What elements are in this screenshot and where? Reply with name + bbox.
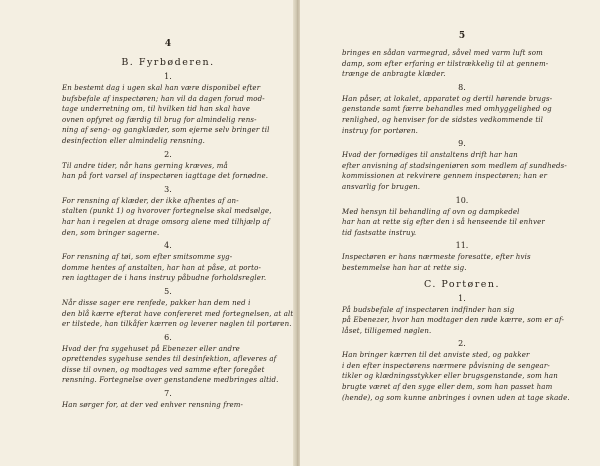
text-line: instruy for portøren. (342, 126, 419, 135)
text-line: genstande samt færre behandles med omhyggelighed og (342, 105, 552, 114)
text-line: disse til ovnen, og modtages ved samme efter foregået (62, 365, 265, 374)
paragraph (62, 83, 274, 147)
paragraph-number: 9. (458, 139, 466, 149)
paragraph (342, 305, 582, 337)
left-page-items (62, 71, 294, 411)
paragraph-number: 1. (164, 72, 172, 81)
text-line: Hvad der fra sygehuset på Ebenezer eller andre (62, 344, 240, 353)
text-line: bestemmelse han har at rette sig. (342, 263, 467, 272)
text-line: ren iagttager de i hans instruy påbudne forholdsregler. (62, 274, 267, 283)
text-line: For rensning af klæder, der ikke afhentes af an- (62, 196, 239, 205)
continued-paragraph (342, 48, 582, 80)
text-line: i den efter inspectørens nærmere påvisning de sengear- (342, 361, 550, 370)
text-line: tid fastsatte instruy. (342, 228, 417, 237)
text-line: domme hentes af anstalten, har han at påse, at porto- (62, 263, 261, 272)
paragraph (62, 344, 279, 386)
paragraph-number: 1. (458, 293, 466, 303)
text-line: stalten (punkt 1) og hvorover fortegnelse skal medsølge, (62, 207, 272, 216)
paragraph (62, 298, 294, 330)
paragraph-number: 11. (455, 241, 469, 251)
text-line: trænge de anbragte klæder. (342, 70, 446, 79)
text-line: har han i regelen at drage omsorg alene med tilhjælp af (62, 217, 270, 226)
text-line: er tilstede, han tilkåfer kærren og leverer nøglen til portøren. (62, 320, 292, 329)
paragraph (62, 161, 274, 182)
paragraph (342, 150, 582, 192)
text-line: På budsbefale af inspectøren indfinder han sig (342, 305, 515, 314)
text-line: bufsbefale af inspectøren; han vil da dagen forud mod- (62, 94, 265, 103)
text-line: kommissionen at rekvirere gennem inspectøren; han er (342, 172, 548, 181)
text-line: oprettendes sygehuse sendes til desinfektion, afleveres af (62, 355, 277, 364)
text-line: den, som bringer sagerne. (62, 228, 160, 237)
paragraph-number: 4. (164, 241, 172, 251)
text-line: tikler og klædningsstykker eller brugsgenstande, som han (342, 372, 558, 381)
text-line: renlighed, og henviser for de sidstes vedkommende til (342, 115, 544, 124)
text-line: efter anvisning af stadsingeniøren som medlem af sundheds- (342, 161, 567, 170)
section-title: C. Portøren. (423, 278, 501, 290)
text-line: En bestemt dag i ugen skal han være disponibel efter (62, 84, 261, 92)
paragraph-number: 5. (164, 286, 172, 296)
text-line: Han bringer kærren til det anviste sted, og pakker (342, 351, 530, 360)
paragraph-number: 3. (164, 184, 172, 194)
paragraph (342, 252, 582, 273)
page-number: 5 (458, 31, 466, 41)
paragraph (62, 400, 274, 411)
paragraph (62, 252, 274, 284)
text-line: han på fort varsel af inspectøren iagttage det fornødne. (62, 172, 269, 181)
text-line: tage underretning om, til hvilken tid han skal have (62, 105, 251, 114)
paragraph (342, 207, 582, 239)
right-page-items-before (342, 82, 582, 274)
text-line: For rensning af tøi, som efter smitsomme syg- (62, 253, 233, 262)
text-line: (hende), og som kunne anbringes i ovnen uden at tage skade. (342, 393, 570, 402)
right-page (300, 0, 600, 466)
text-line: låset, tilligemed nøglen. (342, 326, 432, 335)
left-page (0, 0, 294, 466)
text-line: Med hensyn til behandling af ovn og dampkedel (342, 207, 520, 216)
text-line: Hvad der fornødiges til anstaltens drift har han (342, 151, 518, 160)
text-line: ansvarlig for brugen. (342, 182, 421, 191)
text-line: rensning. Fortegnelse over genstandene medbringes altid. (62, 376, 279, 385)
text-line: på Ebenezer, hvor han modtager den røde kærre, som er af- (342, 316, 564, 325)
text-line: Inspectøren er hans nærmeste foresatte, efter hvis (342, 253, 531, 262)
text-line: har han at rette sig efter den i så henseende til enhver (342, 218, 545, 227)
text-line: damp, som efter erfaring er tilstrækkelig til at gennem- (342, 59, 549, 68)
text-line: ovnen opfyret og færdig til brug for almindelig rens- (62, 115, 257, 124)
text-line: den blå kærre efterat have confereret med fortegnelsen, at alt (62, 309, 294, 318)
paragraph-number: 2. (458, 339, 466, 349)
paragraph-number: 8. (458, 82, 466, 92)
paragraph (342, 94, 582, 136)
section-title: B. Fyrbøderen. (121, 57, 215, 68)
text-line: Han påser, at lokalet, apparatet og dertil hørende brugs- (342, 94, 553, 103)
text-line: brugte været af den syge eller dem, som han passet ham (342, 383, 553, 392)
text-line: Til andre tider, når hans gerning kræves, må (62, 161, 228, 170)
paragraph (342, 350, 582, 403)
paragraph-number: 6. (164, 332, 172, 342)
text-line: Når disse sager ere renfede, pakker han dem ned i (62, 298, 251, 307)
text-line: bringes en sådan varmegrad, såvel med varm luft som (342, 49, 543, 57)
text-line: Han sørger for, at der ved enhver rensning frem- (62, 401, 244, 410)
paragraph-number: 2. (164, 149, 172, 159)
paragraph (62, 196, 274, 238)
text-line: ning af seng- og gangklæder, som ejerne selv bringer til (62, 126, 270, 135)
right-page-items-after (342, 293, 582, 404)
paragraph-number: 7. (164, 389, 172, 399)
text-line: desinfection eller almindelig rensning. (62, 136, 205, 145)
page-number: 4 (164, 39, 172, 49)
paragraph-number: 10. (455, 195, 469, 205)
